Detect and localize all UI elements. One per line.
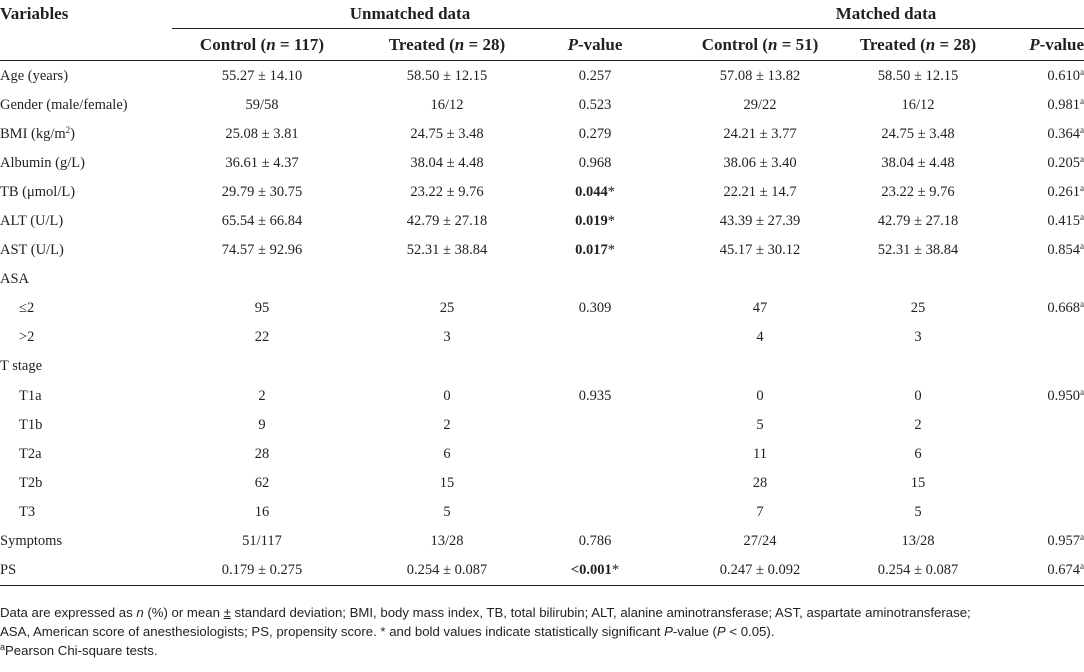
pvalue-matched-cell bbox=[1004, 381, 1084, 410]
control-matched-cell bbox=[648, 206, 832, 235]
pvalue-unmatched-cell bbox=[542, 90, 648, 119]
pvalue-matched-cell bbox=[1004, 206, 1084, 235]
row-label bbox=[0, 352, 172, 381]
cell-value: 57.08 ± 13.82 bbox=[719, 67, 801, 84]
treated-unmatched-cell bbox=[352, 148, 542, 177]
control-matched-cell bbox=[648, 497, 832, 526]
cell-value: 16/12 bbox=[901, 96, 935, 113]
pvalue-text: 0.019 bbox=[575, 213, 608, 230]
table-row bbox=[0, 177, 1084, 206]
table-row bbox=[0, 148, 1084, 177]
row-label-text: BMI (kg/m bbox=[0, 125, 66, 142]
control-unmatched-header: Control (n = 117) bbox=[172, 29, 352, 61]
control-matched-cell bbox=[648, 119, 832, 148]
cell-value: 13/28 bbox=[901, 533, 935, 550]
treated-unmatched-cell bbox=[352, 439, 542, 468]
control-unmatched-cell bbox=[172, 468, 352, 497]
significance-star: * bbox=[611, 562, 620, 579]
control-unmatched-cell bbox=[172, 177, 352, 206]
cell-value: 5 bbox=[914, 503, 922, 520]
row-label-text: T stage bbox=[0, 358, 43, 375]
control-unmatched-cell bbox=[172, 236, 352, 265]
footnote-marker: a bbox=[1080, 95, 1084, 106]
pvalue-text: 0.205 bbox=[1047, 154, 1080, 171]
cell-value: 23.22 ± 9.76 bbox=[410, 183, 484, 200]
table-row bbox=[0, 61, 1084, 91]
table-row bbox=[0, 119, 1084, 148]
cell-value: 5 bbox=[756, 416, 764, 433]
pvalue-matched-cell bbox=[1004, 177, 1084, 206]
pvalue-matched-cell bbox=[1004, 236, 1084, 265]
cell-value: 25 bbox=[910, 300, 926, 317]
row-label-text: PS bbox=[0, 562, 17, 579]
footnote-marker: a bbox=[1080, 153, 1084, 164]
footnote-line-3: $^a$Pearson Chi-square tests. bbox=[0, 642, 158, 658]
treated-unmatched-cell bbox=[352, 90, 542, 119]
table-row bbox=[0, 381, 1084, 410]
row-label-text: TB (μmol/L) bbox=[0, 183, 76, 200]
control-matched-cell bbox=[648, 352, 832, 381]
cell-value: 0.179 ± 0.275 bbox=[221, 562, 303, 579]
blank-header bbox=[0, 29, 172, 61]
pvalue-matched-cell bbox=[1004, 527, 1084, 556]
footnote-marker: a bbox=[1080, 241, 1084, 252]
treated-matched-cell bbox=[832, 556, 1004, 586]
footnote-marker: a bbox=[1080, 386, 1084, 397]
cell-value: 74.57 ± 92.96 bbox=[221, 242, 303, 259]
pvalue-text: 0.279 bbox=[578, 125, 612, 142]
treated-unmatched-cell bbox=[352, 236, 542, 265]
footnote-marker: a bbox=[1080, 66, 1084, 77]
row-label-text: T2b bbox=[19, 474, 43, 491]
cell-value: 55.27 ± 14.10 bbox=[221, 67, 303, 84]
cell-value: 16/12 bbox=[430, 96, 464, 113]
treated-unmatched-header: Treated (n = 28) bbox=[352, 29, 542, 61]
cell-value: 5 bbox=[443, 503, 451, 520]
pvalue-matched-cell bbox=[1004, 119, 1084, 148]
cell-value: 65.54 ± 66.84 bbox=[221, 213, 303, 230]
treated-matched-cell bbox=[832, 410, 1004, 439]
cell-value: 3 bbox=[914, 329, 922, 346]
treated-matched-cell bbox=[832, 265, 1004, 294]
cell-value: 27/24 bbox=[743, 533, 777, 550]
pvalue-text: 0.309 bbox=[578, 300, 612, 317]
row-label bbox=[0, 323, 172, 352]
control-unmatched-cell bbox=[172, 381, 352, 410]
control-unmatched-cell bbox=[172, 294, 352, 323]
cell-value: 6 bbox=[914, 445, 922, 462]
control-unmatched-cell bbox=[172, 148, 352, 177]
table-row bbox=[0, 236, 1084, 265]
treated-matched-cell bbox=[832, 352, 1004, 381]
control-unmatched-cell bbox=[172, 61, 352, 91]
pvalue-text: 0.950 bbox=[1047, 387, 1080, 404]
row-label-text: T1a bbox=[19, 387, 42, 404]
treated-unmatched-cell bbox=[352, 265, 542, 294]
cell-value: 45.17 ± 30.12 bbox=[719, 242, 801, 259]
table-body bbox=[0, 61, 1084, 586]
treated-unmatched-cell bbox=[352, 556, 542, 586]
cell-value: 25 bbox=[439, 300, 455, 317]
row-label-text: T1b bbox=[19, 416, 43, 433]
cell-value: 2 bbox=[443, 416, 451, 433]
pvalue-unmatched-cell bbox=[542, 468, 648, 497]
cell-value: 13/28 bbox=[430, 533, 464, 550]
treated-unmatched-cell bbox=[352, 497, 542, 526]
cell-value: 25.08 ± 3.81 bbox=[225, 125, 299, 142]
row-label bbox=[0, 148, 172, 177]
cell-value: 95 bbox=[254, 300, 270, 317]
table-row bbox=[0, 497, 1084, 526]
footnote-marker: a bbox=[1080, 182, 1084, 193]
cell-value: 22.21 ± 14.7 bbox=[723, 183, 797, 200]
pvalue-unmatched-cell bbox=[542, 323, 648, 352]
pvalue-matched-cell bbox=[1004, 90, 1084, 119]
treated-matched-cell bbox=[832, 527, 1004, 556]
cell-value: 38.04 ± 4.48 bbox=[881, 154, 955, 171]
pvalue-unmatched-cell bbox=[542, 61, 648, 91]
cell-value: 42.79 ± 27.18 bbox=[877, 213, 959, 230]
control-unmatched-cell bbox=[172, 206, 352, 235]
row-label bbox=[0, 468, 172, 497]
matched-header: Matched data bbox=[648, 0, 1084, 29]
row-label-text: AST (U/L) bbox=[0, 242, 64, 259]
row-label-text: ≤2 bbox=[19, 300, 35, 317]
cell-value: 7 bbox=[756, 503, 764, 520]
control-matched-cell bbox=[648, 90, 832, 119]
control-matched-cell bbox=[648, 527, 832, 556]
control-matched-cell bbox=[648, 148, 832, 177]
treated-matched-header: Treated (n = 28) bbox=[832, 29, 1004, 61]
control-unmatched-cell bbox=[172, 556, 352, 586]
cell-value: 0.254 ± 0.087 bbox=[877, 562, 959, 579]
cell-value: 28 bbox=[752, 474, 768, 491]
control-matched-cell bbox=[648, 236, 832, 265]
control-unmatched-cell bbox=[172, 90, 352, 119]
row-label bbox=[0, 119, 172, 148]
table-row bbox=[0, 294, 1084, 323]
control-unmatched-cell bbox=[172, 352, 352, 381]
pvalue-text: 0.854 bbox=[1047, 242, 1080, 259]
table-row bbox=[0, 527, 1084, 556]
treated-unmatched-cell bbox=[352, 323, 542, 352]
table-row bbox=[0, 323, 1084, 352]
pvalue-text: 0.364 bbox=[1047, 125, 1080, 142]
pvalue-matched-cell bbox=[1004, 556, 1084, 586]
control-unmatched-cell bbox=[172, 323, 352, 352]
pvalue-text: 0.017 bbox=[575, 242, 608, 259]
significance-star: * bbox=[607, 242, 615, 259]
cell-value: 51/117 bbox=[242, 533, 282, 550]
treated-matched-cell bbox=[832, 90, 1004, 119]
table-row bbox=[0, 410, 1084, 439]
unmatched-header: Unmatched data bbox=[172, 0, 648, 29]
pvalue-unmatched-cell bbox=[542, 206, 648, 235]
footnote-marker: a bbox=[1080, 212, 1084, 223]
pvalue-unmatched-cell bbox=[542, 265, 648, 294]
cell-value: 42.79 ± 27.18 bbox=[406, 213, 488, 230]
pvalue-unmatched-cell bbox=[542, 527, 648, 556]
control-matched-cell bbox=[648, 381, 832, 410]
control-matched-cell bbox=[648, 61, 832, 91]
pvalue-unmatched-cell bbox=[542, 177, 648, 206]
pvalue-matched-cell bbox=[1004, 410, 1084, 439]
cell-value: 52.31 ± 38.84 bbox=[877, 242, 959, 259]
treated-unmatched-cell bbox=[352, 410, 542, 439]
header-sub-row bbox=[0, 29, 1084, 61]
table-row bbox=[0, 352, 1084, 381]
pvalue-unmatched-cell bbox=[542, 439, 648, 468]
cell-value: 22 bbox=[254, 329, 270, 346]
treated-unmatched-cell bbox=[352, 206, 542, 235]
cell-value: 0.254 ± 0.087 bbox=[406, 562, 488, 579]
row-label bbox=[0, 61, 172, 91]
treated-matched-cell bbox=[832, 206, 1004, 235]
table-row bbox=[0, 265, 1084, 294]
pvalue-text: 0.257 bbox=[578, 67, 612, 84]
row-label-text: ASA bbox=[0, 271, 30, 288]
pvalue-unmatched-cell bbox=[542, 381, 648, 410]
pvalue-text: 0.968 bbox=[578, 154, 612, 171]
pvalue-matched-cell bbox=[1004, 468, 1084, 497]
cell-value: 58.50 ± 12.15 bbox=[406, 67, 488, 84]
pvalue-text: 0.981 bbox=[1047, 96, 1080, 113]
row-label-text: >2 bbox=[19, 329, 35, 346]
treated-matched-cell bbox=[832, 61, 1004, 91]
cell-value: 24.75 ± 3.48 bbox=[410, 125, 484, 142]
treated-unmatched-cell bbox=[352, 61, 542, 91]
treated-unmatched-cell bbox=[352, 381, 542, 410]
cell-value: 47 bbox=[752, 300, 768, 317]
row-label bbox=[0, 439, 172, 468]
control-matched-cell bbox=[648, 265, 832, 294]
cell-value: 3 bbox=[443, 329, 451, 346]
treated-unmatched-cell bbox=[352, 119, 542, 148]
pvalue-text: 0.668 bbox=[1047, 300, 1080, 317]
treated-unmatched-cell bbox=[352, 294, 542, 323]
treated-matched-cell bbox=[832, 497, 1004, 526]
cell-value: 0 bbox=[443, 387, 451, 404]
control-matched-cell bbox=[648, 468, 832, 497]
footnote-marker: a bbox=[1080, 532, 1084, 543]
pvalue-text: 0.674 bbox=[1047, 562, 1080, 579]
control-matched-cell bbox=[648, 410, 832, 439]
control-unmatched-cell bbox=[172, 497, 352, 526]
footnote-line-1: Data are expressed as n (%) or mean ± standard deviation; BMI, body mass index, TB, total bilirubin; ALT, alanine aminotransferase; AST, aspartate aminotransferase; bbox=[0, 605, 971, 620]
row-label-text: Age (years) bbox=[0, 67, 69, 84]
footnote-marker: a bbox=[1080, 561, 1084, 572]
cell-value: 52.31 ± 38.84 bbox=[406, 242, 488, 259]
pvalue-text: 0.957 bbox=[1047, 533, 1080, 550]
pvalue-matched-cell bbox=[1004, 497, 1084, 526]
row-label bbox=[0, 90, 172, 119]
pvalue-text: 0.044 bbox=[575, 183, 608, 200]
pvalue-matched-header: P-value bbox=[1004, 29, 1084, 61]
row-label-end: ) bbox=[70, 125, 75, 142]
footnote-marker: a bbox=[1080, 299, 1084, 310]
treated-unmatched-cell bbox=[352, 527, 542, 556]
pvalue-unmatched-cell bbox=[542, 148, 648, 177]
control-unmatched-cell bbox=[172, 439, 352, 468]
cell-value: 0 bbox=[756, 387, 764, 404]
control-matched-cell bbox=[648, 439, 832, 468]
footnote-line-2: ASA, American score of anesthesiologists; PS, propensity score. * and bold values indicate statistically significant P-value (P < 0.05). bbox=[0, 624, 775, 639]
pvalue-text: 0.523 bbox=[578, 96, 612, 113]
cell-value: 0.247 ± 0.092 bbox=[719, 562, 801, 579]
row-label bbox=[0, 410, 172, 439]
cell-value: 24.21 ± 3.77 bbox=[723, 125, 797, 142]
significance-star: * bbox=[607, 213, 615, 230]
cell-value: 36.61 ± 4.37 bbox=[225, 154, 299, 171]
treated-matched-cell bbox=[832, 177, 1004, 206]
footnote-marker: a bbox=[1080, 124, 1084, 135]
pvalue-matched-cell bbox=[1004, 323, 1084, 352]
pvalue-text: 0.935 bbox=[578, 387, 612, 404]
row-label-text: ALT (U/L) bbox=[0, 213, 64, 230]
row-label bbox=[0, 527, 172, 556]
cell-value: 4 bbox=[756, 329, 764, 346]
pvalue-matched-cell bbox=[1004, 294, 1084, 323]
cell-value: 23.22 ± 9.76 bbox=[881, 183, 955, 200]
table-row bbox=[0, 90, 1084, 119]
cell-value: 15 bbox=[439, 474, 455, 491]
cell-value: 59/58 bbox=[245, 96, 279, 113]
treated-unmatched-cell bbox=[352, 468, 542, 497]
variables-header: Variables bbox=[0, 4, 69, 24]
row-label-text: Symptoms bbox=[0, 533, 63, 550]
cell-value: 9 bbox=[258, 416, 266, 433]
row-label-text: T2a bbox=[19, 445, 42, 462]
control-unmatched-cell bbox=[172, 527, 352, 556]
cell-value: 15 bbox=[910, 474, 926, 491]
pvalue-unmatched-cell bbox=[542, 236, 648, 265]
pvalue-text: <0.001 bbox=[570, 562, 612, 579]
cell-value: 29.79 ± 30.75 bbox=[221, 183, 303, 200]
treated-matched-cell bbox=[832, 381, 1004, 410]
table-row bbox=[0, 206, 1084, 235]
control-matched-header: Control (n = 51) bbox=[648, 29, 832, 61]
cell-value: 24.75 ± 3.48 bbox=[881, 125, 955, 142]
control-matched-cell bbox=[648, 323, 832, 352]
pvalue-matched-cell bbox=[1004, 61, 1084, 91]
treated-matched-cell bbox=[832, 148, 1004, 177]
cell-value: 62 bbox=[254, 474, 270, 491]
treated-matched-cell bbox=[832, 439, 1004, 468]
cell-value: 2 bbox=[258, 387, 266, 404]
table-row bbox=[0, 468, 1084, 497]
control-unmatched-cell bbox=[172, 410, 352, 439]
control-unmatched-cell bbox=[172, 265, 352, 294]
pvalue-matched-cell bbox=[1004, 148, 1084, 177]
control-matched-cell bbox=[648, 177, 832, 206]
treated-unmatched-cell bbox=[352, 177, 542, 206]
treated-matched-cell bbox=[832, 294, 1004, 323]
cell-value: 38.06 ± 3.40 bbox=[723, 154, 797, 171]
table-row bbox=[0, 556, 1084, 586]
pvalue-matched-cell bbox=[1004, 439, 1084, 468]
row-label bbox=[0, 177, 172, 206]
pvalue-unmatched-cell bbox=[542, 497, 648, 526]
pvalue-matched-cell bbox=[1004, 352, 1084, 381]
row-label-sup: 2 bbox=[65, 124, 71, 135]
row-label bbox=[0, 497, 172, 526]
cell-value: 6 bbox=[443, 445, 451, 462]
row-label-text: Albumin (g/L) bbox=[0, 154, 85, 171]
pvalue-unmatched-cell bbox=[542, 556, 648, 586]
header-group-row bbox=[0, 0, 1084, 29]
significance-star: * bbox=[607, 183, 615, 200]
pvalue-text: 0.786 bbox=[578, 533, 612, 550]
pvalue-matched-cell bbox=[1004, 265, 1084, 294]
table-row bbox=[0, 439, 1084, 468]
control-matched-cell bbox=[648, 556, 832, 586]
pvalue-text: 0.415 bbox=[1047, 213, 1080, 230]
pvalue-unmatched-cell bbox=[542, 119, 648, 148]
row-label bbox=[0, 265, 172, 294]
row-label bbox=[0, 236, 172, 265]
pvalue-unmatched-cell bbox=[542, 410, 648, 439]
row-label-text: T3 bbox=[19, 503, 36, 520]
treated-matched-cell bbox=[832, 119, 1004, 148]
cell-value: 58.50 ± 12.15 bbox=[877, 67, 959, 84]
cell-value: 0 bbox=[914, 387, 922, 404]
control-unmatched-cell bbox=[172, 119, 352, 148]
cell-value: 2 bbox=[914, 416, 922, 433]
cell-value: 38.04 ± 4.48 bbox=[410, 154, 484, 171]
pvalue-unmatched-cell bbox=[542, 352, 648, 381]
row-label-text: Gender (male/female) bbox=[0, 96, 128, 113]
row-label bbox=[0, 294, 172, 323]
treated-matched-cell bbox=[832, 468, 1004, 497]
treated-matched-cell bbox=[832, 323, 1004, 352]
treated-unmatched-cell bbox=[352, 352, 542, 381]
cell-value: 28 bbox=[254, 445, 270, 462]
pvalue-text: 0.261 bbox=[1047, 183, 1080, 200]
cell-value: 29/22 bbox=[743, 96, 777, 113]
row-label bbox=[0, 206, 172, 235]
pvalue-unmatched-cell bbox=[542, 294, 648, 323]
row-label bbox=[0, 381, 172, 410]
cell-value: 11 bbox=[753, 445, 767, 462]
table-footnote bbox=[0, 603, 1084, 660]
cell-value: 43.39 ± 27.39 bbox=[719, 213, 801, 230]
cell-value: 16 bbox=[254, 503, 270, 520]
row-label bbox=[0, 556, 172, 586]
pvalue-unmatched-header: P-value bbox=[542, 29, 648, 61]
control-matched-cell bbox=[648, 294, 832, 323]
pvalue-text: 0.610 bbox=[1047, 67, 1080, 84]
treated-matched-cell bbox=[832, 236, 1004, 265]
